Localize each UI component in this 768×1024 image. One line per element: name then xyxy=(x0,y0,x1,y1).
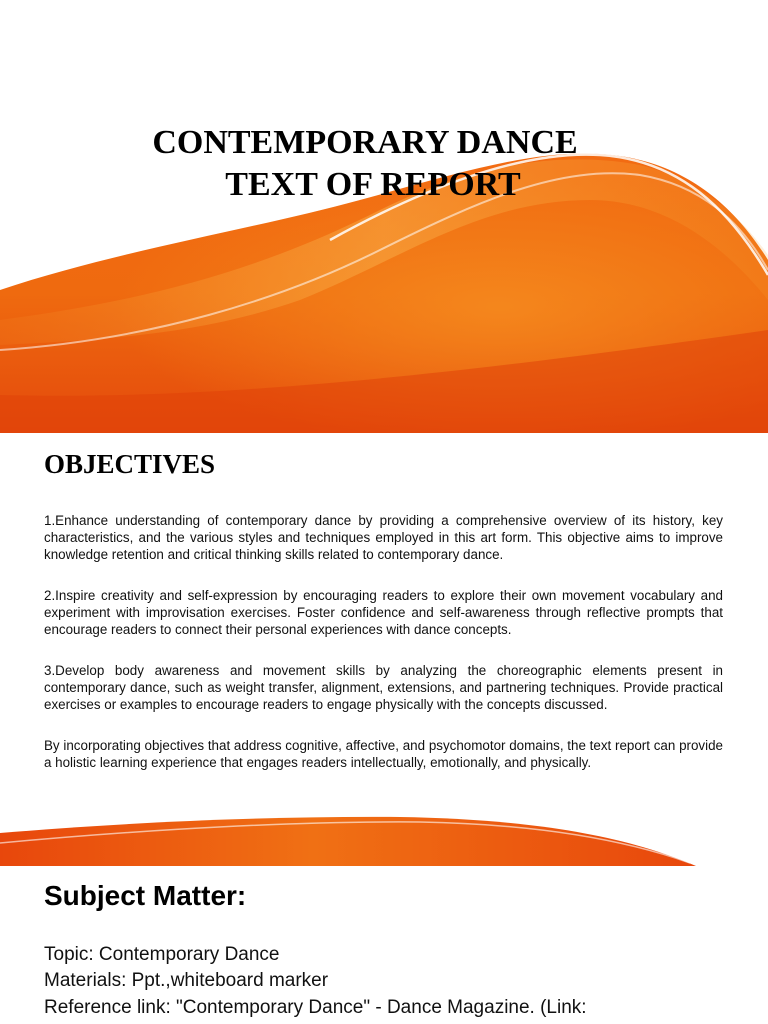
orange-wave-footer xyxy=(0,433,768,866)
subject-matter-slide xyxy=(0,866,768,1024)
objective-paragraph-1: 1.Enhance understanding of contemporary dance by providing a comprehensive overview of its history, key characteristics, and the various styles and techniques employed in this art form. This objective aims to improve knowledge retention and critical thinking skills related to contemporary dance. xyxy=(44,513,723,563)
objective-paragraph-3: 3.Develop body awareness and movement skills by analyzing the choreographic elements present in contemporary dance, such as weight transfer, alignment, extensions, and partnering techniques. Provide practical exercises or examples to encourage readers to engage physically with the concepts discussed. xyxy=(44,663,723,713)
objectives-heading: OBJECTIVES xyxy=(44,449,216,479)
objective-summary: By incorporating objectives that address cognitive, affective, and psychomotor domains, the text report can provide a holistic learning experience that engages readers intellectually, emotionally, and physically. xyxy=(44,738,723,771)
title-line-1: CONTEMPORARY DANCE xyxy=(152,124,578,161)
objective-paragraph-2: 2.Inspire creativity and self-expression by encouraging readers to explore their own movement vocabulary and experiment with improvisation exercises. Foster confidence and self-awareness through reflective prompts that encourage readers to connect their personal experiences with dance concepts. xyxy=(44,588,723,638)
title-line-2: TEXT OF REPORT xyxy=(225,166,521,203)
title-slide xyxy=(0,0,768,433)
objectives-slide xyxy=(0,433,768,866)
materials-line: Materials: Ppt.,whiteboard marker xyxy=(44,970,329,991)
subject-matter-heading: Subject Matter: xyxy=(44,880,247,911)
reference-link-line: Reference link: "Contemporary Dance" - Dance Magazine. (Link: xyxy=(44,997,587,1018)
topic-line: Topic: Contemporary Dance xyxy=(44,944,280,965)
orange-wave-banner xyxy=(0,0,768,433)
